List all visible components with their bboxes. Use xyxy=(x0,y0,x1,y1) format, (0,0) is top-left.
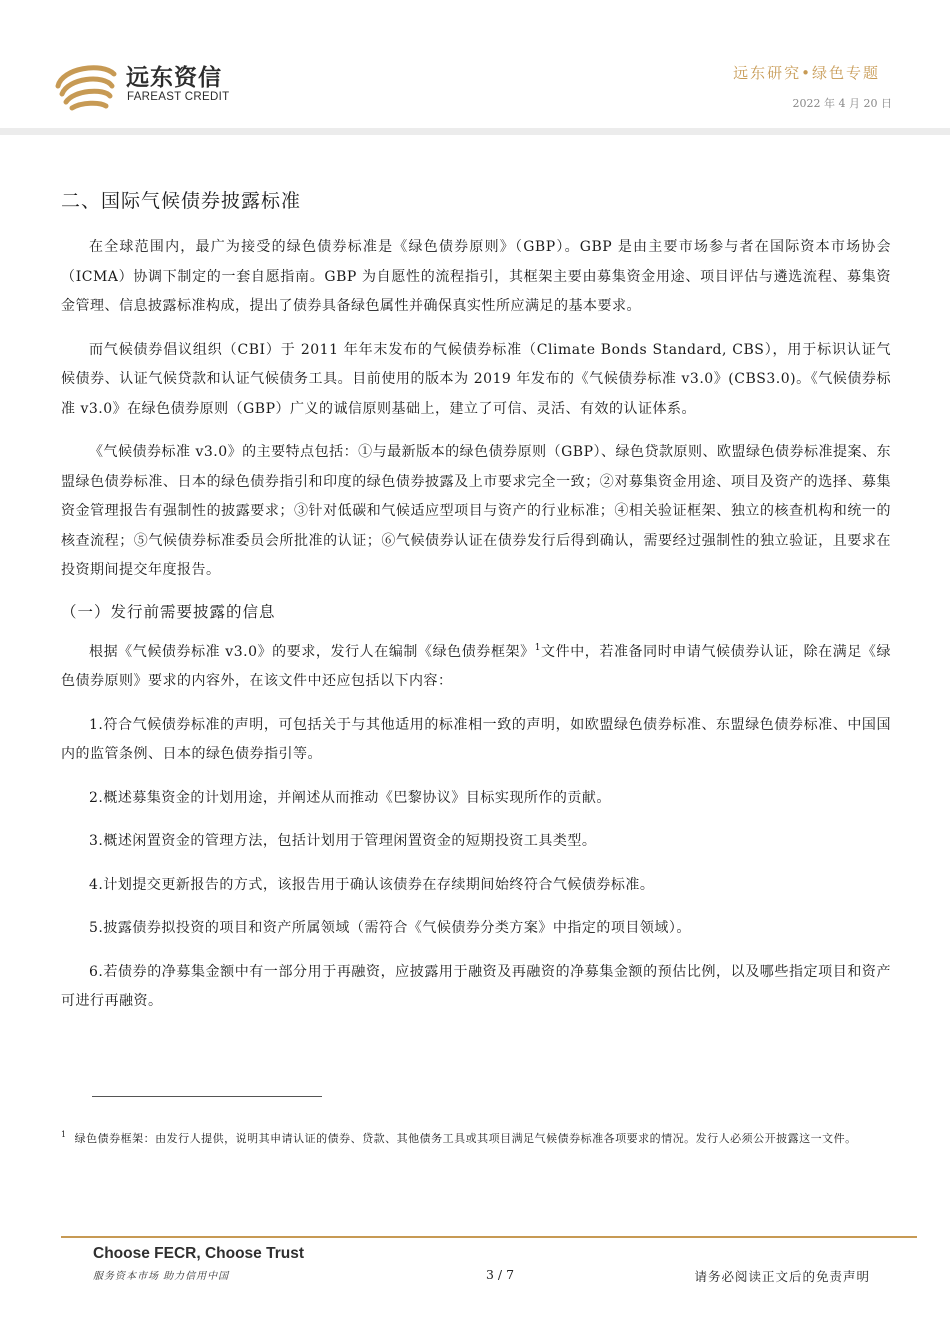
logo-name-en: FAREAST CREDIT xyxy=(127,91,230,103)
footnote-text: 绿色债券框架：由发行人提供，说明其申请认证的债券、贷款、其他债务工具或其项目满足气候债券标准各项要求的情况。发行人必须公开披露这一文件。 xyxy=(74,1132,857,1145)
logo-mark-icon xyxy=(54,58,118,114)
paragraph-features: 《气候债券标准 v3.0》的主要特点包括：①与最新版本的绿色债券原则（GBP）、绿色贷款原则、欧盟绿色债券标准提案、东盟绿色债券标准、日本的绿色债券指引和印度的绿色债券披露及上市要求完全一致；②对募集资金用途、项目及资产的选择、募集资金管理报告有强制性的披露要求；③针对低碳和气候适应型项目与资产的行业标准；④相关验证框架、独立的核查机构和统一的核查流程；⑤气候债券标准委员会所批准的认证；⑥气候债券认证在债券发行后得到确认，需要经过强制性的独立验证，且要求在投资期间提交年度报告。 xyxy=(61,444,892,578)
page-number: 3 / 7 xyxy=(485,1267,515,1282)
footnote-divider xyxy=(92,1096,322,1097)
series-title: 远东研究•绿色专题 xyxy=(733,64,880,82)
main-content xyxy=(61,186,891,1031)
list-item: 5.披露债券拟投资的项目和资产所属领域（需符合《气候债券分类方案》中指定的项目领域）。 xyxy=(89,920,691,936)
footer-slogan-cn: 服务资本市场 助力信用中国 xyxy=(93,1271,230,1282)
report-date: 2022 年 4 月 20 日 xyxy=(792,97,892,110)
disclaimer-notice[interactable]: 请务必阅读正文后的免责声明 xyxy=(694,1269,870,1284)
page-header xyxy=(0,0,950,135)
list-item: 1.符合气候债券标准的声明，可包括关于与其他适用的标准相一致的声明，如欧盟绿色债券标准、东盟绿色债券标准、中国国内的监管条例、日本的绿色债券指引等。 xyxy=(61,716,891,762)
footer-slogan: Choose FECR, Choose Trust xyxy=(93,1245,304,1262)
footnote-reference[interactable]: 1 xyxy=(534,642,541,653)
footer-divider xyxy=(61,1236,917,1238)
header-divider xyxy=(0,128,950,135)
intro-text-before: 根据《气候债券标准 v3.0》的要求，发行人在编制《绿色债券框架》 xyxy=(89,643,535,660)
company-logo[interactable] xyxy=(54,58,254,114)
section-title: 二、国际气候债券披露标准 xyxy=(61,190,302,212)
paragraph-gbp: 在全球范围内，最广为接受的绿色债券标准是《绿色债券原则》（GBP）。GBP 是由主要市场参与者在国际资本市场协会（ICMA）协调下制定的一套自愿指南。GBP 为自愿性的流程指引，其框架主要由募集资金用途、项目评估与遴选流程、募集资金管理、信息披露标准构成，提出了债券具备绿色属性并确保真实性所应满足的基本要求。 xyxy=(61,239,891,314)
logo-name-cn: 远东资信 xyxy=(126,65,222,91)
list-item: 4.计划提交更新报告的方式，该报告用于确认该债券在存续期间始终符合气候债券标准。 xyxy=(89,876,655,893)
subsection-intro xyxy=(61,634,891,697)
paragraph-cbi: 而气候债券倡议组织（CBI）于 2011 年年末发布的气候债券标准（Climate Bonds Standard, CBS），用于标识认证气候债券、认证气候贷款和认证气候债务工具。目前使用的版本为 2019 年发布的《气候债券标准 v3.0》(CBS3.0)。《气候债券标准 v3.0》在绿色债券原则（GBP）广义的诚信原则基础上，建立了可信、灵活、有效的认证体系。 xyxy=(61,341,891,417)
subsection-title: （一）发行前需要披露的信息 xyxy=(61,602,276,621)
list-item: 6.若债券的净募集金额中有一部分用于再融资，应披露用于融资及再融资的净募集金额的预估比例，以及哪些指定项目和资产可进行再融资。 xyxy=(61,963,891,1009)
list-item: 2.概述募集资金的计划用途，并阐述从而推动《巴黎协议》目标实现所作的贡献。 xyxy=(89,789,611,806)
footnote-number: 1 xyxy=(61,1130,67,1139)
list-item: 3.概述闲置资金的管理方法，包括计划用于管理闲置资金的短期投资工具类型。 xyxy=(89,833,597,849)
intro-text-after: 文件中，若准备同时申请气候债券认证，除在满足《绿色债券原则》要求的内容外，在该文件中还应包括以下内容： xyxy=(61,643,891,689)
footnote xyxy=(61,1122,891,1151)
